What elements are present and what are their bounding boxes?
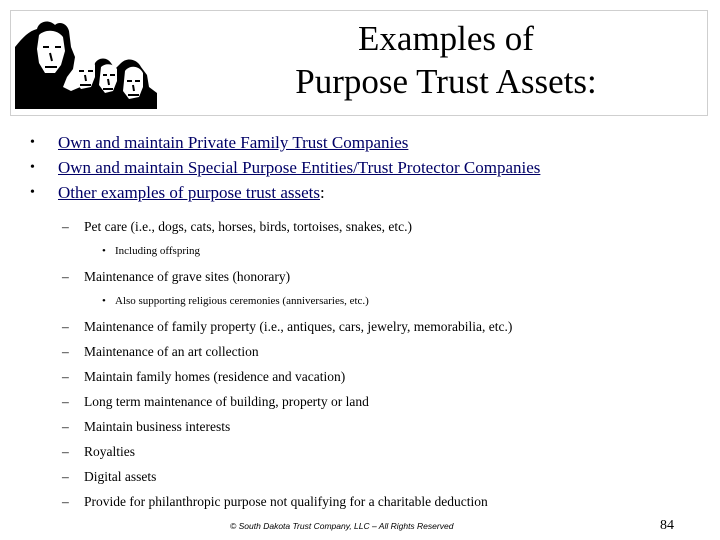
- list-item-text: Maintenance of family property (i.e., antiques, cars, jewelry, memorabilia, etc.): [84, 319, 513, 334]
- bullet-item[interactable]: [30, 130, 710, 155]
- list-item-text: Maintain family homes (residence and vacation): [84, 369, 346, 384]
- list-item-text: Provide for philanthropic purpose not qualifying for a charitable deduction: [84, 494, 488, 509]
- bullet-suffix: :: [320, 183, 325, 202]
- list-item: – Maintain family homes (residence and vacation): [62, 369, 346, 384]
- list-item: • Including offspring: [102, 245, 201, 257]
- title-line-2: Purpose Trust Assets:: [295, 62, 597, 101]
- footer-copyright: © South Dakota Trust Company, LLC – All Rights Reserved: [230, 521, 454, 531]
- bullet-link[interactable]: Other examples of purpose trust assets: [58, 183, 321, 202]
- list-item: – Maintenance of an art collection: [62, 344, 259, 359]
- main-bullets: [30, 130, 710, 205]
- page-number: 84: [660, 518, 674, 533]
- title-line-1: Examples of: [358, 19, 534, 58]
- list-item: – Maintenance of family property (i.e., antiques, cars, jewelry, memorabilia, etc.): [62, 319, 513, 334]
- bullet-item[interactable]: [30, 180, 710, 205]
- list-item-text: Royalties: [84, 444, 135, 459]
- list-item-text: Including offspring: [115, 245, 201, 257]
- list-item: – Maintenance of grave sites (honorary): [62, 269, 291, 284]
- bullet-link[interactable]: Own and maintain Special Purpose Entities/Trust Protector Companies: [58, 158, 541, 177]
- bullet-dot: •: [30, 135, 35, 150]
- list-item-text: Digital assets: [84, 469, 157, 484]
- list-item: – Digital assets: [62, 469, 157, 484]
- list-item: – Pet care (i.e., dogs, cats, horses, birds, tortoises, snakes, etc.): [62, 219, 413, 234]
- list-item-text: Maintenance of an art collection: [84, 344, 259, 359]
- bullet-link[interactable]: Own and maintain Private Family Trust Companies: [58, 133, 409, 152]
- list-item: – Long term maintenance of building, property or land: [62, 394, 369, 409]
- list-item-text: Maintain business interests: [84, 419, 231, 434]
- bullet-dot: •: [30, 185, 35, 200]
- list-item-text: Maintenance of grave sites (honorary): [84, 269, 291, 284]
- list-item-text: Also supporting religious ceremonies (anniversaries, etc.): [115, 295, 369, 307]
- title-box: [10, 10, 708, 116]
- list-item-text: Pet care (i.e., dogs, cats, horses, birds, tortoises, snakes, etc.): [84, 219, 413, 234]
- page-title: [241, 17, 651, 103]
- sub-list: [62, 214, 702, 514]
- list-item-text: Long term maintenance of building, property or land: [84, 394, 369, 409]
- list-item: • Also supporting religious ceremonies (anniversaries, etc.): [102, 295, 369, 307]
- bullet-item[interactable]: [30, 155, 710, 180]
- list-item: – Maintain business interests: [62, 419, 231, 434]
- mount-rushmore-icon: [15, 17, 157, 109]
- list-item: – Provide for philanthropic purpose not qualifying for a charitable deduction: [62, 494, 488, 509]
- bullet-dot: •: [30, 160, 35, 175]
- list-item: – Royalties: [62, 444, 135, 459]
